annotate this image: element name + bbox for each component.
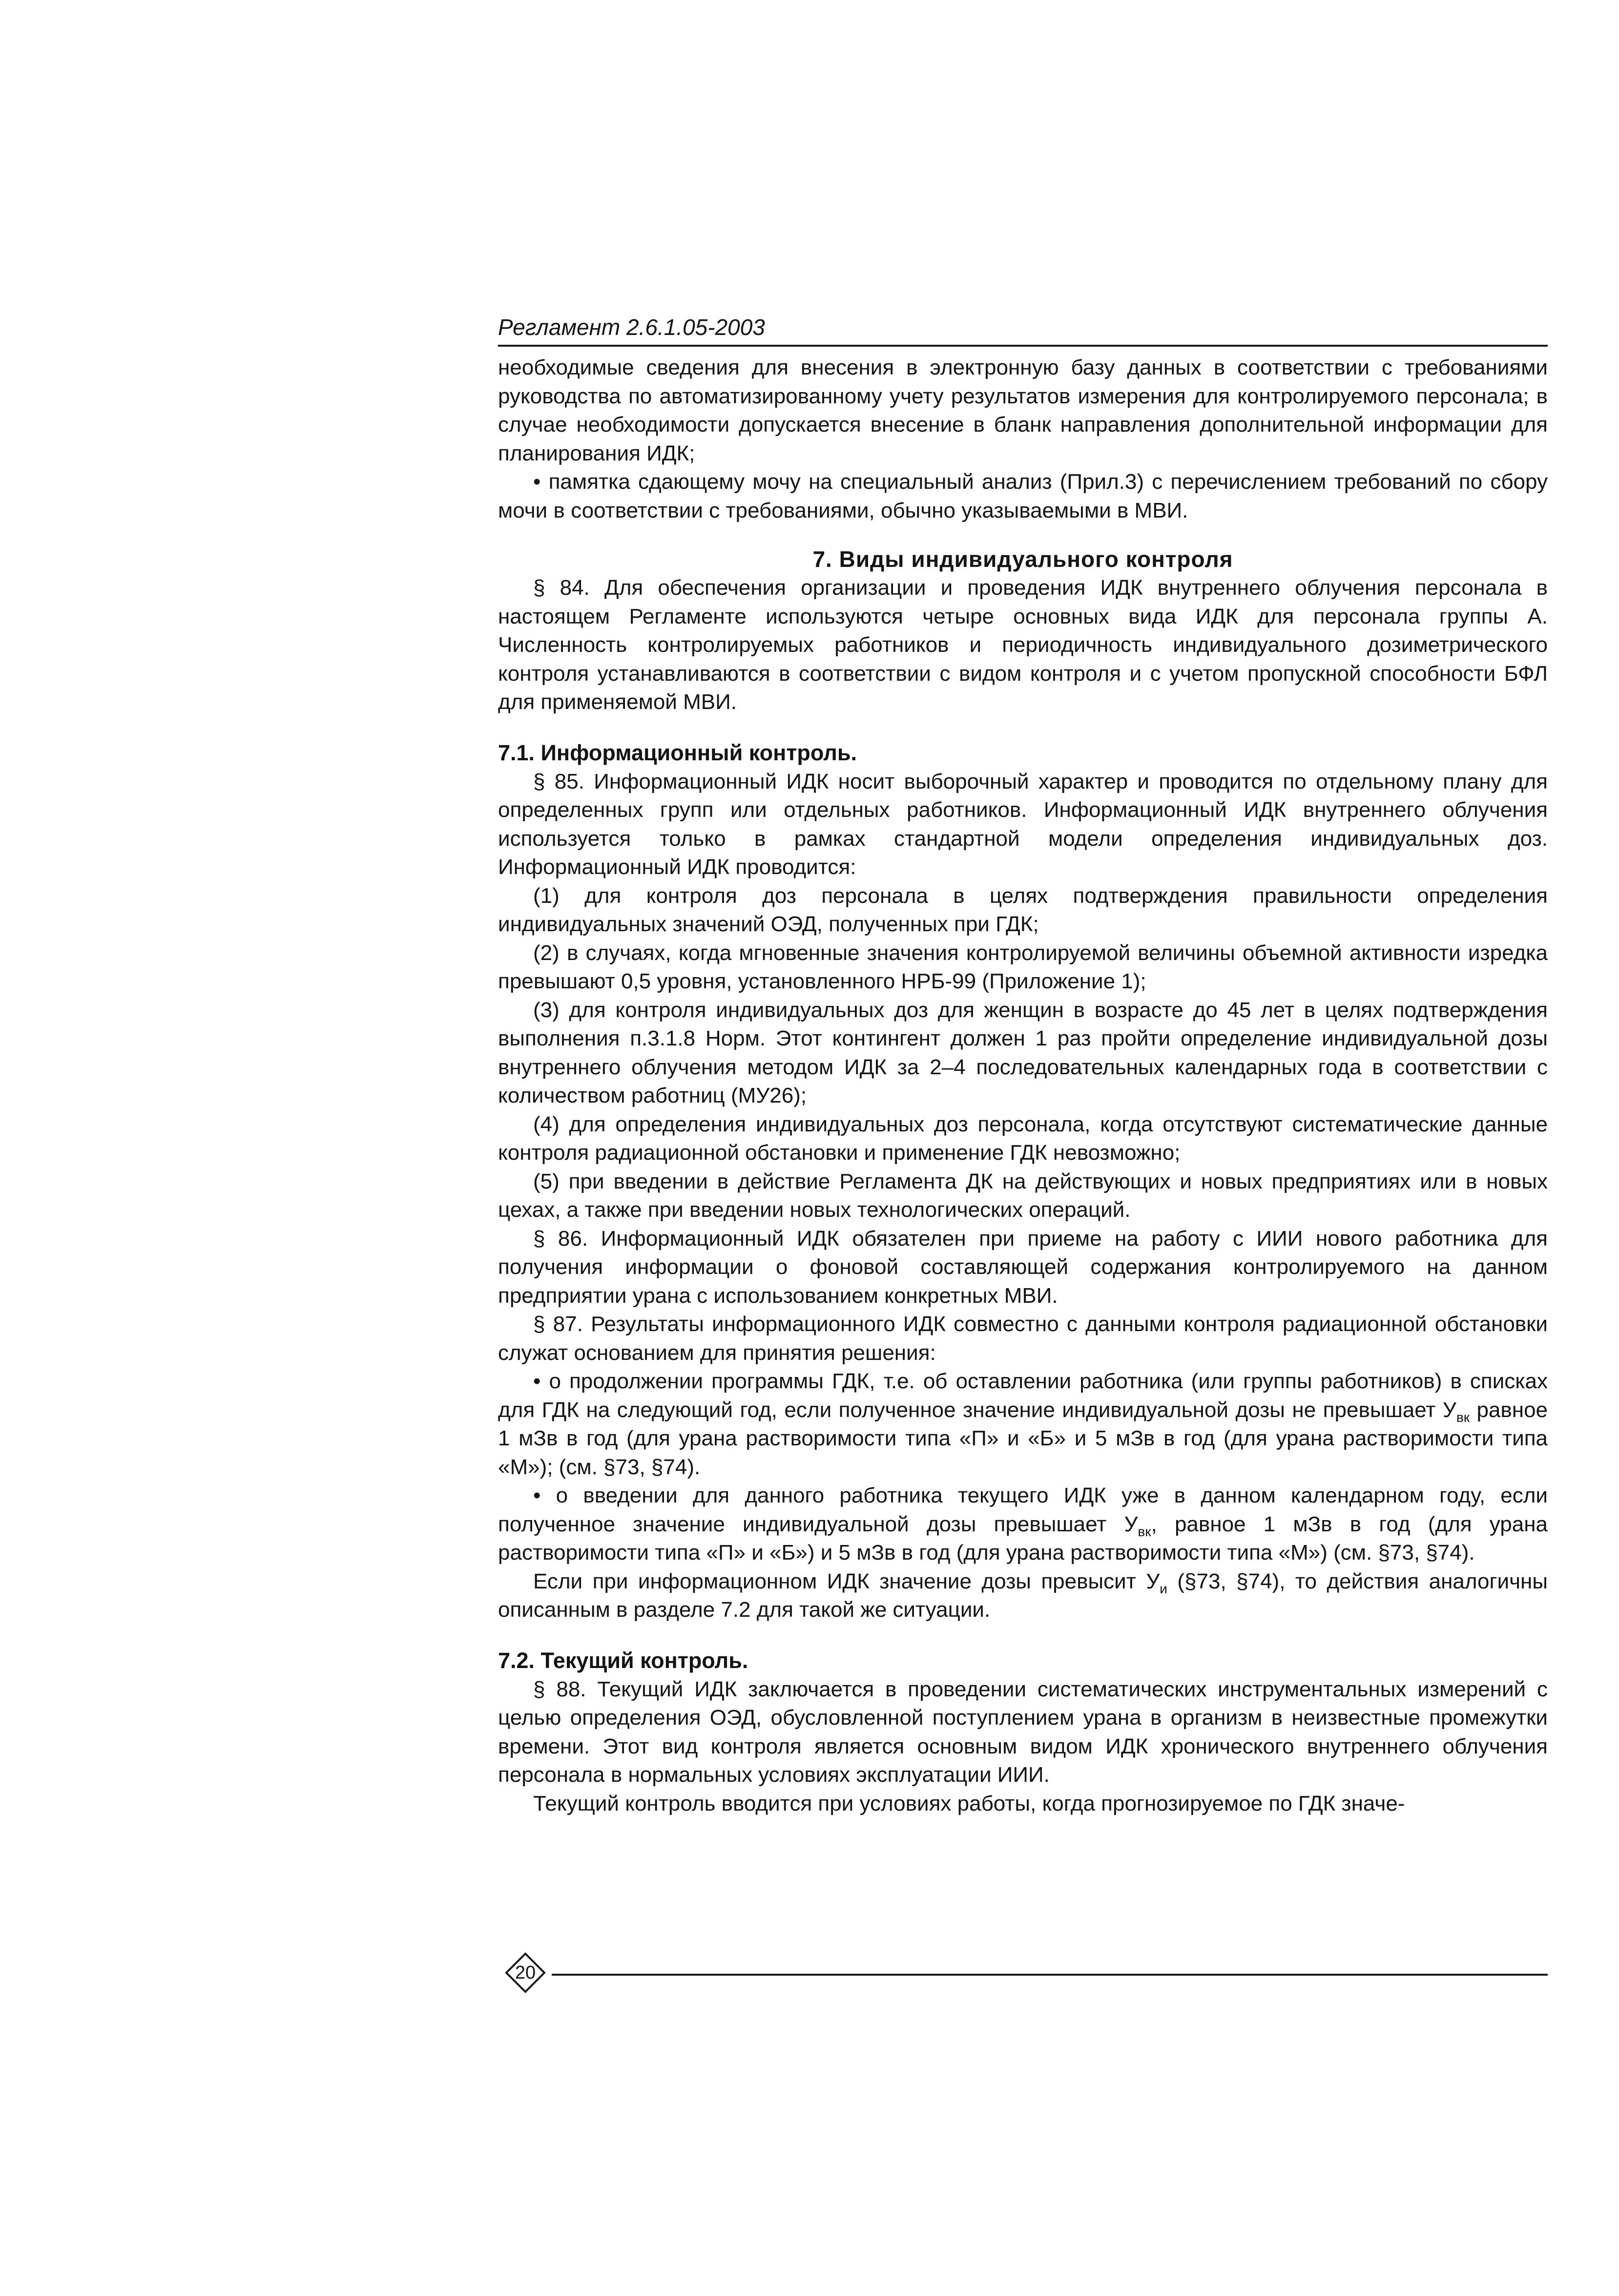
footer-rule: [552, 1974, 1548, 1976]
page-number: 20: [515, 1962, 536, 1983]
decision-bullet-1-text: • о продолжении программы ГДК, т.е. об оставлении работника (или группы работников) в списках для ГДК на следующий год, если полученное значение индивидуальной дозы не превышает У: [498, 1369, 1548, 1422]
list-item-4: (4) для определения индивидуальных доз персонала, когда отсутствуют систематические данные контроля радиационной обстановки и применение ГДК невозможно;: [498, 1112, 1548, 1165]
subscript: вк: [1138, 1524, 1151, 1539]
running-head: Регламент 2.6.1.05-2003: [498, 313, 1548, 347]
decision-bullet-2: [498, 1482, 1548, 1567]
list-item-5: (5) при введении в действие Регламента ДК на действующих и новых предприятиях или в новых цехах, а также при введении новых технологических операций.: [498, 1169, 1548, 1222]
subsection-title-7-2: 7.2. Текущий контроль.: [498, 1648, 748, 1673]
closing-text-cont: (§73, §74), то действия аналогичны описанным в разделе 7.2 для такой же ситуации.: [498, 1569, 1548, 1622]
paragraph-85: § 85. Информационный ИДК носит выборочный характер и проводится по отдельному плану для определенных групп или отдельных работников. Информационный ИДК внутреннего облучения используется только в рамках стандартной модели определения индивидуальных доз. Информационный ИДК проводится:: [498, 769, 1548, 879]
decision-bullet-2-text: • о введении для данного работника текущего ИДК уже в данном календарном году, если полученное значение индивидуальной дозы превышает У: [498, 1483, 1548, 1536]
subsection-title-7-1: 7.1. Информационный контроль.: [498, 740, 857, 765]
page-footer: [498, 1951, 1548, 2005]
subscript: вк: [1456, 1409, 1470, 1425]
paragraph-87: § 87. Результаты информационного ИДК совместно с данными контроля радиационной обстановки служат основанием для принятия решения:: [498, 1312, 1548, 1365]
paragraph-88: § 88. Текущий ИДК заключается в проведении систематических инструментальных измерений с целью определения ОЭД, обусловленной поступлением урана в организм в неизвестные промежутки времени. Этот вид контроля является основным видом ИДК хронического внутреннего облучения персонала в нормальных условиях эксплуатации ИИИ.: [498, 1677, 1548, 1787]
list-item-3: (3) для контроля индивидуальных доз для женщин в возрасте до 45 лет в целях подтверждения выполнения п.3.1.8 Норм. Этот контингент должен 1 раз пройти определение индивидуальной дозы внутреннего облучения методом ИДК за 2–4 последовательных календарных года в соответствии с количеством работниц (МУ26);: [498, 998, 1548, 1107]
intro-bullet: • памятка сдающему мочу на специальный анализ (Прил.3) с перечислением требований по сбору мочи в соответствии с требованиями, обычно указываемыми в МВИ.: [498, 470, 1548, 522]
intro-paragraph: необходимые сведения для внесения в электронную базу данных в соответствии с требованиями руководства по автоматизированному учету результатов измерения для контролируемого персонала; в случае необходимости допускается внесение в бланк направления дополнительной информации для планирования ИДК;: [498, 355, 1548, 465]
paragraph-86: § 86. Информационный ИДК обязателен при приеме на работу с ИИИ нового работника для получения информации о фоновой составляющей содержания контролируемого на данном предприятии урана с использованием конкретных МВИ.: [498, 1226, 1548, 1308]
page-number-badge: [505, 1952, 546, 1993]
closing-text: Если при информационном ИДК значение дозы превысит У: [533, 1569, 1160, 1593]
list-item-1: (1) для контроля доз персонала в целях подтверждения правильности определения индивидуальных значений ОЭД, полученных при ГДК;: [498, 883, 1548, 936]
decision-bullet-1: [498, 1367, 1548, 1482]
decision-bullet-1-text-cont: равное 1 мЗв в год (для урана растворимости типа «П» и «Б» и 5 мЗв в год (для урана растворимости типа «М»); (см. §73, §74).: [498, 1398, 1548, 1479]
paragraph-84: § 84. Для обеспечения организации и проведения ИДК внутреннего облучения персонала в настоящем Регламенте используются четыре основных вида ИДК для персонала группы А. Численность контролируемых работников и периодичность индивидуального дозиметрического контроля устанавливаются в соответствии с видом контроля и с учетом пропускной способности БФЛ для применяемой МВИ.: [498, 576, 1548, 714]
closing-paragraph: [498, 1567, 1548, 1625]
section-title: 7. Виды индивидуального контроля: [812, 546, 1233, 572]
decision-bullet-2-text-cont: , равное 1 мЗв в год (для урана растворимости типа «П» и «Б») и 5 мЗв в год (для урана растворимости типа «М») (см. §73, §74).: [498, 1512, 1548, 1565]
subscript: и: [1160, 1581, 1167, 1596]
body-text: [498, 354, 1548, 1818]
final-paragraph: Текущий контроль вводится при условиях работы, когда прогнозируемое по ГДК значе-: [533, 1791, 1405, 1816]
document-page: [498, 313, 1548, 1818]
list-item-2: (2) в случаях, когда мгновенные значения контролируемой величины объемной активности изредка превышают 0,5 уровня, установленного НРБ-99 (Приложение 1);: [498, 940, 1548, 993]
